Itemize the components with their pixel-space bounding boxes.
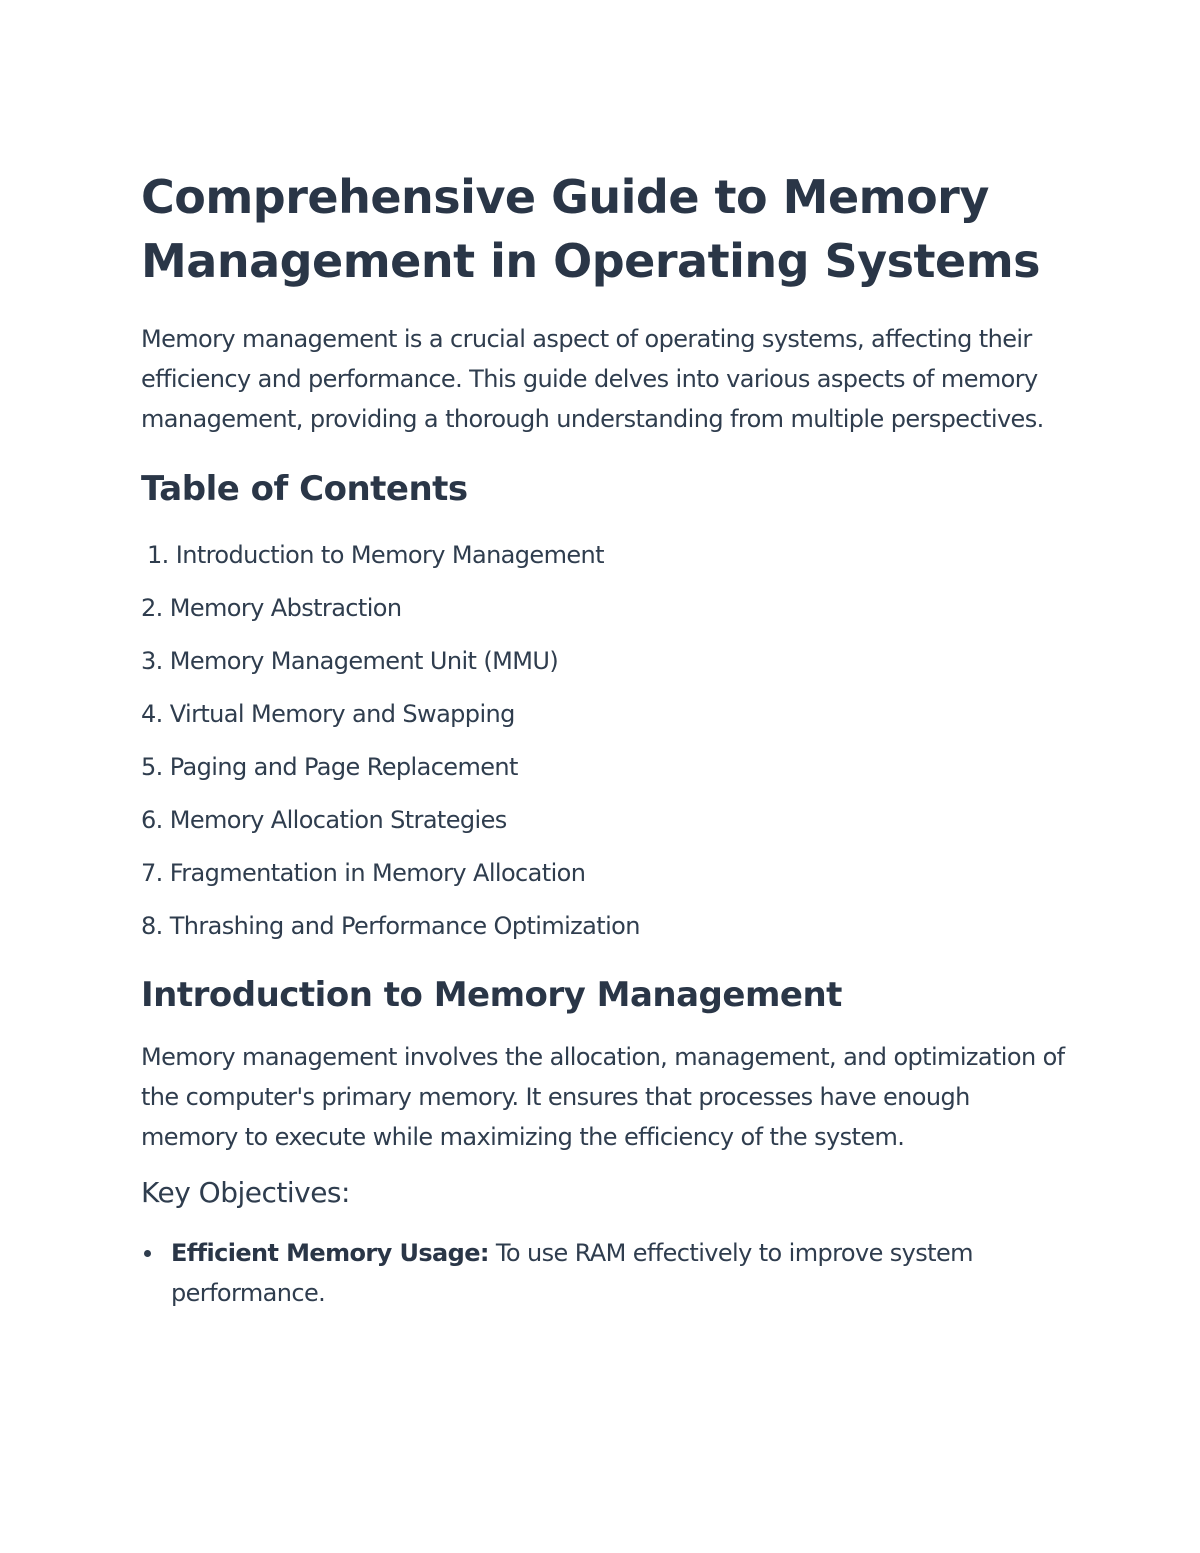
toc-item[interactable] <box>141 635 1071 688</box>
toc-item-label: Memory Abstraction <box>169 594 402 622</box>
toc-item-label: Introduction to Memory Management <box>175 541 604 569</box>
toc-item-number: 3. <box>141 647 163 675</box>
toc-item-number: 7. <box>141 859 163 887</box>
toc-item-label: Thrashing and Performance Optimization <box>169 912 640 940</box>
document-page <box>141 165 1071 1313</box>
page-title: Comprehensive Guide to Memory Management in Operating Systems <box>141 170 1041 288</box>
toc-item-number: 8. <box>141 912 163 940</box>
toc-item[interactable] <box>141 847 1071 900</box>
table-of-contents <box>141 529 1071 953</box>
toc-heading: Table of Contents <box>141 469 468 509</box>
objective-item <box>141 1233 1071 1313</box>
bullet-icon <box>144 1250 151 1257</box>
toc-item[interactable] <box>141 529 1071 582</box>
toc-item[interactable] <box>141 794 1071 847</box>
objectives-heading: Key Objectives: <box>141 1176 350 1209</box>
objective-term: Efficient Memory Usage: <box>171 1239 489 1267</box>
toc-item-number: 4. <box>141 700 163 728</box>
toc-item[interactable] <box>141 741 1071 794</box>
toc-item-label: Memory Management Unit (MMU) <box>169 647 559 675</box>
toc-item-label: Memory Allocation Strategies <box>169 806 507 834</box>
section-heading: Introduction to Memory Management <box>141 975 842 1015</box>
toc-item-number: 1. <box>147 541 169 569</box>
objectives-list <box>141 1233 1071 1313</box>
intro-paragraph: Memory management is a crucial aspect of operating systems, affecting their efficiency and performance. This guide delves into various aspects of memory management, providing a thorough understanding from multiple perspectives. <box>141 325 1044 433</box>
section-body: Memory management involves the allocation, management, and optimization of the computer's primary memory. It ensures that processes have enough memory to execute while maximizing the efficiency of the system. <box>141 1043 1065 1151</box>
toc-item-label: Fragmentation in Memory Allocation <box>169 859 586 887</box>
toc-item[interactable] <box>141 688 1071 741</box>
toc-item-label: Virtual Memory and Swapping <box>169 700 515 728</box>
toc-item-number: 5. <box>141 753 163 781</box>
toc-item[interactable] <box>141 900 1071 953</box>
toc-item[interactable] <box>141 582 1071 635</box>
toc-item-number: 6. <box>141 806 163 834</box>
toc-item-label: Paging and Page Replacement <box>169 753 518 781</box>
objective-text: To use RAM effectively to improve system performance. <box>171 1239 973 1307</box>
toc-item-number: 2. <box>141 594 163 622</box>
